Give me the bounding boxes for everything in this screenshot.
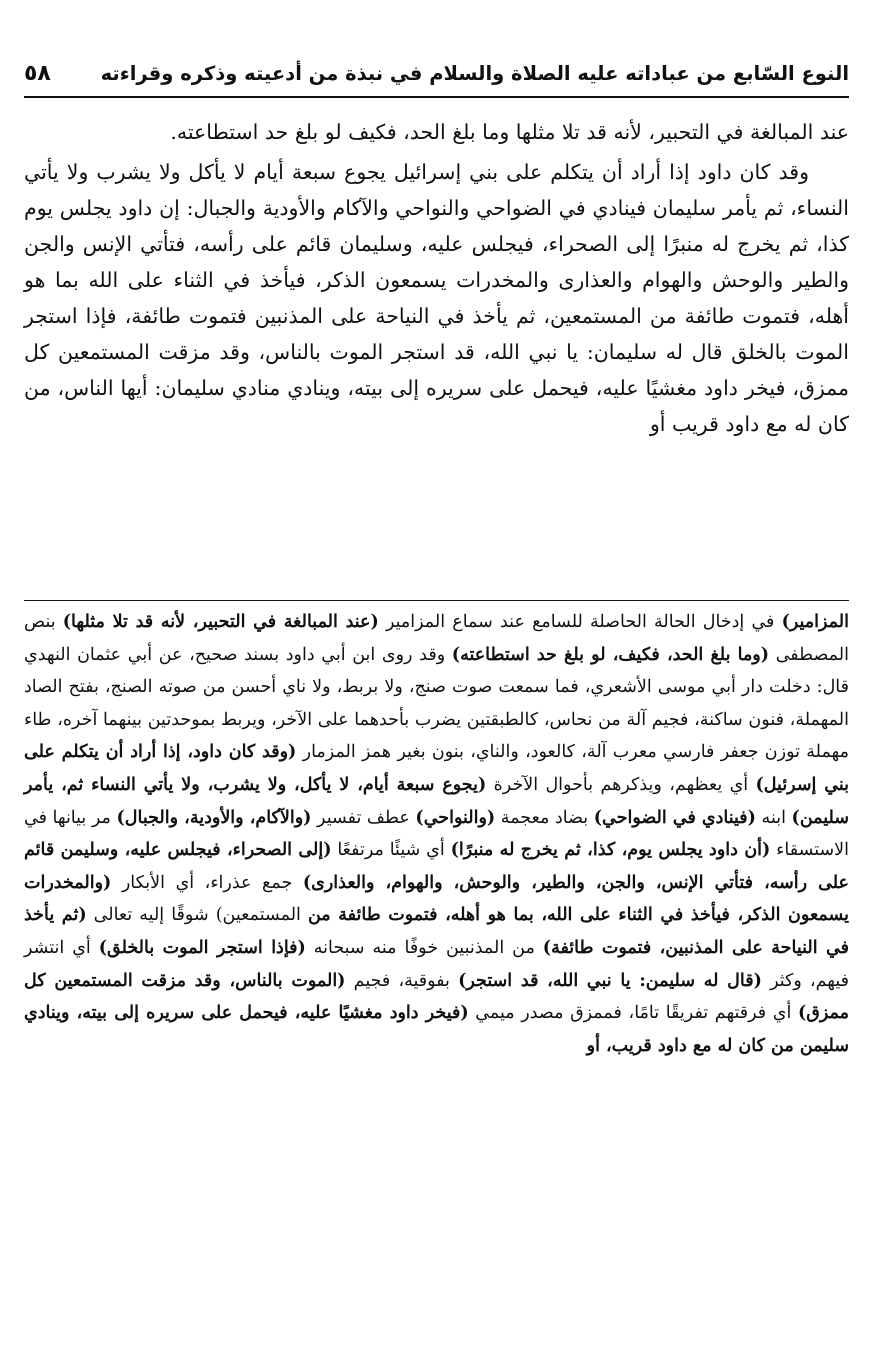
commentary-text-span: مر بيانها في الاستسقاء xyxy=(24,807,849,861)
commentary-text-span: بفوقية، فجيم xyxy=(345,970,459,991)
quoted-text: (فينادي في الضواحي) xyxy=(593,807,756,828)
quoted-text: (والنواحي) xyxy=(415,807,496,828)
running-header xyxy=(24,50,849,98)
quoted-text: (ثم يأخذ في النياحة على المذنبين، فتموت طائفة) xyxy=(24,905,849,958)
commentary-text xyxy=(24,606,849,1062)
commentary-text-span: بضاد معجمة xyxy=(495,807,594,828)
commentary-text-span: ابنه xyxy=(755,807,792,828)
commentary-text-span: عطف تفسير xyxy=(311,807,416,828)
commentary-text-span: وقد روى ابن أبي داود بسند صحيح، عن أبي عثمان النهدي قال: دخلت دار أبي موسى الأشعري، فما سمعت صوت صنج، ولا بربط، ولا ناي أحسن من صوته الصنج، بفتح الصاد المهملة، فنون ساكنة، فجيم آلة من نحاس، كالطبقتين يضرب بأحدهما على الآخر، ويربط بموحدتين بينهما آخره، طاء مهملة توزن جعفر فارسي معرب آلة، كالعود، والناي، بنون بغير همز المزمار xyxy=(24,644,849,763)
commentary-text-span: أي شيئًا مرتفعًا xyxy=(331,840,451,861)
quoted-text: (الموت بالناس، وقد مزقت المستمعين كل ممزق) xyxy=(24,970,850,1024)
page-number: ٥٨ xyxy=(24,60,51,86)
quoted-text: (يجوع سبعة أيام، لا يأكل، ولا يشرب، ولا يأتي النساء ثم، يأمر سليمن) xyxy=(24,774,850,828)
quoted-text: (والمخدرات يسمعون الذكر، فيأخذ في الثناء على الله، بما هو أهله، فتموت طائفة من xyxy=(24,872,849,926)
commentary-text-span: أي فرقتهم تفريقًا تامًا، فممزق مصدر ميمي xyxy=(468,1003,798,1024)
commentary-divider xyxy=(24,600,849,601)
commentary-text-span: في إدخال الحالة الحاصلة للسامع عند سماع المزامير xyxy=(378,612,782,632)
commentary-text-span: جمع عذراء، أي الأبكار xyxy=(111,872,303,893)
quoted-text: (أن داود يجلس يوم، كذا، ثم يخرج له منبرًا) xyxy=(450,840,771,861)
quoted-text: (فإذا استجر الموت بالخلق) xyxy=(98,937,306,958)
quoted-text: (والآكام، والأودية، والجبال) xyxy=(116,807,312,828)
commentary-text-span: أي انتشر فيهم، وكثر xyxy=(24,937,849,991)
commentary-paragraph xyxy=(24,606,849,1062)
commentary-text-span: المستمعين) xyxy=(208,905,308,926)
quoted-text: (وما بلغ الحد، فكيف، لو بلغ حد استطاعته) xyxy=(451,644,770,665)
quoted-text: (إلى الصحراء، فيجلس عليه، وسليمن قائم على رأسه، فتأتي الإنس، والجن، والطير، والوحش، والهوام، والعذارى) xyxy=(24,840,850,893)
commentary-text-span: شوقًا إليه تعالى xyxy=(86,905,209,926)
commentary-text-span: أي يعظهم، ويذكرهم بأحوال الآخرة xyxy=(486,774,756,795)
chapter-title: النوع السّابع من عباداته عليه الصلاة والسلام في نبذة من أدعيته وذكره وقراءته xyxy=(100,61,849,85)
quoted-text: (عند المبالغة في التحبير، لأنه قد تلا مثلها) xyxy=(62,612,379,632)
commentary-text-span: من المذنبين خوفًا منه سبحانه xyxy=(305,937,543,958)
quoted-text: (قال له سليمن: يا نبي الله، قد استجر) xyxy=(458,970,762,991)
quoted-text: المزامير) xyxy=(781,612,849,632)
main-text xyxy=(24,114,849,442)
main-paragraph-1: عند المبالغة في التحبير، لأنه قد تلا مثلها وما بلغ الحد، فكيف لو بلغ حد استطاعته. xyxy=(170,120,849,144)
quoted-text: (فيخر داود مغشيًا عليه، فيحمل على سريره إلى بيته، وينادي سليمن من كان له مع داود قريب، أو xyxy=(24,1003,849,1056)
commentary-text-span: بنص المصطفى xyxy=(24,612,849,665)
main-paragraph-2: وقد كان داود إذا أراد أن يتكلم على بني إسرائيل يجوع سبعة أيام لا يأكل ولا يشرب ولا يأتي النساء، ثم يأمر سليمان فينادي في الضواحي والنواحي والآكام والأودية والجبال: إن داود يجلس يوم كذا، ثم يخرج له منبرًا إلى الصحراء، فيجلس عليه، وسليمان قائم على رأسه، فتأتي الإنس والجن والطير والوحش والهوام والعذارى والمخدرات يسمعون الذكر، فيأخذ في الثناء على الله بما هو أهله، فتموت طائفة من المستمعين، ثم يأخذ في النياحة على المذنبين فتموت طائفة، فإذا استجر الموت بالخلق قال له سليمان: يا نبي الله، قد استجر الموت بالناس، وقد مزقت المستمعين كل ممزق، فيخر داود مغشيًا عليه، فيحمل على سريره إلى بيته، وينادي منادي سليمان: أيها الناس، من كان له مع داود قريب أو xyxy=(24,160,849,436)
quoted-text: (وقد كان داود، إذا أراد أن يتكلم على بني إسرئيل) xyxy=(24,742,849,795)
